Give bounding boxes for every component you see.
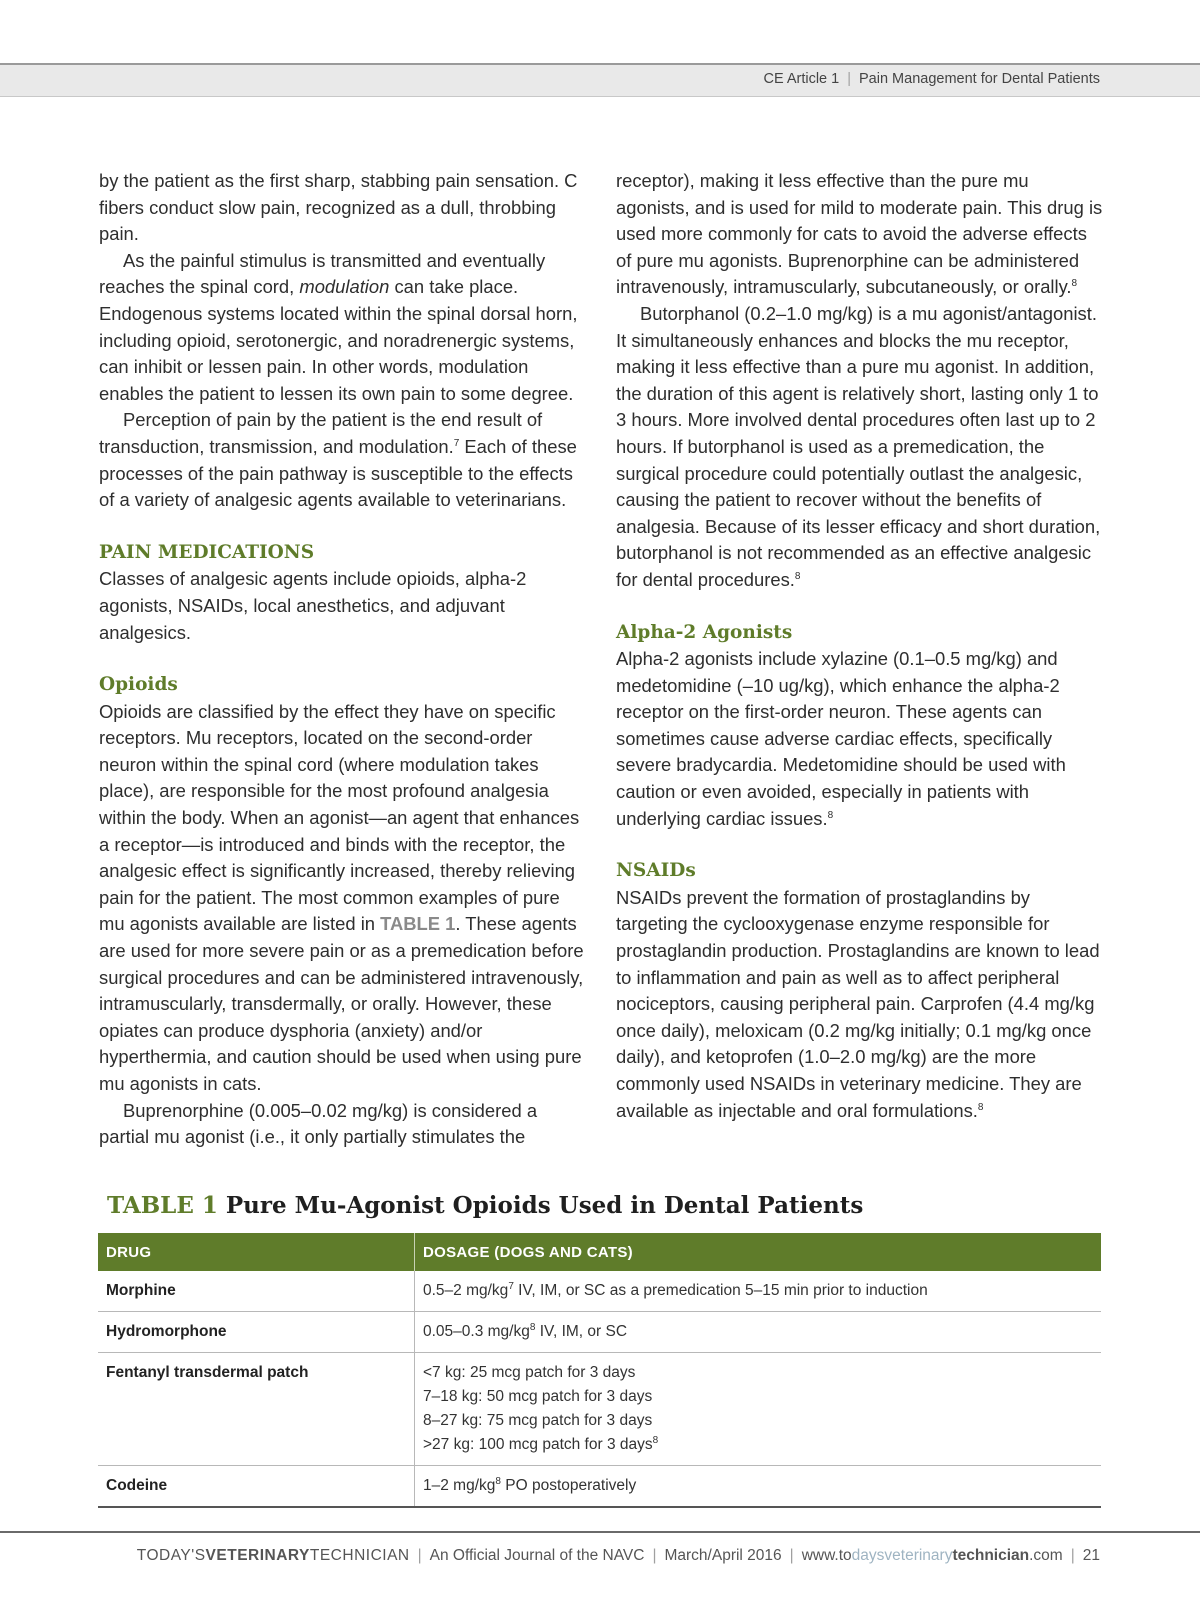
- left-column: [99, 168, 585, 1151]
- paragraph: receptor), making it less effective than the pure mu agonists, and is used for mild to moderate pain. This drug is used more commonly for cats to avoid the adverse effects of pure mu agonists. Buprenorphine can be administered intravenously, intramuscularly, subcutaneously, or orally.$^8$: [616, 170, 1103, 298]
- subsection-heading-alpha-2-agonists: Alpha-2 Agonists: [616, 621, 793, 643]
- drug-cell: Morphine: [98, 1271, 415, 1312]
- drug-cell: Fentanyl transdermal patch: [98, 1353, 415, 1466]
- table-row: [98, 1312, 1101, 1353]
- article-label: CE Article 1: [763, 71, 840, 87]
- paragraph: As the painful stimulus is transmitted and eventually reaches the spinal cord, modulation can take place. Endogenous systems located within the spinal dorsal horn, including opioid, serotonergic, and noradrenergic systems, can inhibit or lessen pain. In other words, modulation enables the patient to lessen its own pain to some degree.: [99, 249, 578, 404]
- table-caption: Pure Mu-Agonist Opioids Used in Dental Patients: [225, 1192, 864, 1219]
- paragraph: Opioids are classified by the effect they have on specific receptors. Mu receptors, located on the second-order neuron within the spinal cord (where modulation takes place), are responsible for the most profound analgesia within the body. When an agonist—an agent that enhances a receptor—is introduced and binds with the receptor, the analgesic effect is significantly increased, thereby relieving pain for the patient. The most common examples of pure mu agonists available are listed in TABLE 1. These agents are used for more severe pain or as a premedication before surgical procedures and can be administered intravenously, intramuscularly, transdermally, or orally. However, these opiates can produce dysphoria (anxiety) and/or hyperthermia, and caution should be used when using pure mu agonists in cats.: [99, 700, 584, 1094]
- website-link[interactable]: www.todaysveterinarytechnician.com: [801, 1547, 1063, 1564]
- column-header-dosage: DOSAGE (DOGS AND CATS): [415, 1233, 1102, 1271]
- running-header-text: [763, 71, 1100, 87]
- table-row: [98, 1271, 1101, 1312]
- paragraph: Buprenorphine (0.005–0.02 mg/kg) is considered a partial mu agonist (i.e., it only partially stimulates the: [99, 1099, 538, 1148]
- page-footer: [0, 1531, 1200, 1593]
- paragraph: NSAIDs prevent the formation of prostaglandins by targeting the cyclooxygenase enzyme responsible for prostaglandin production. Prostaglandins are known to lead to inflammation and pain as well as to affect peripheral nociceptors, causing peripheral pain. Carprofen (4.4 mg/kg once daily), meloxicam (0.2 mg/kg initially; 0.1 mg/kg once daily), and ketoprofen (1.0–2.0 mg/kg) are the more commonly used NSAIDs in veterinary medicine. They are available as injectable and oral formulations.$^8$: [616, 886, 1100, 1121]
- right-column: [616, 168, 1104, 1124]
- article-title: Pain Management for Dental Patients: [859, 71, 1100, 87]
- paragraph: Perception of pain by the patient is the end result of transduction, transmission, and modulation.$^7$ Each of these processes of the pain pathway is susceptible to the effects of a variety of analgesic agents available to veterinarians.: [99, 409, 577, 511]
- paragraph: Classes of analgesic agents include opioids, alpha-2 agonists, NSAIDs, local anesthetics, and adjuvant analgesics.: [99, 568, 527, 643]
- table-reference-link[interactable]: TABLE 1: [380, 913, 456, 935]
- dosage-cell: 0.5–2 $mg/kg^7$ IV, IM, or SC as a premedication 5–15 min prior to induction: [415, 1271, 1102, 1312]
- footer-separator: |: [652, 1547, 657, 1564]
- subsection-heading-opioids: Opioids: [99, 674, 178, 696]
- footer-separator: |: [1070, 1547, 1075, 1564]
- header-separator: |: [847, 71, 851, 87]
- table-title: [107, 1192, 863, 1219]
- journal-tagline: An Official Journal of the NAVC: [429, 1547, 645, 1564]
- page-number: 21: [1082, 1547, 1100, 1564]
- paragraph: Butorphanol (0.2–1.0 mg/kg) is a mu agonist/antagonist. It simultaneously enhances and blocks the mu receptor, making it less effective than a pure mu agonist. In addition, the duration of this agent is relatively short, lasting only 1 to 3 hours. More involved dental procedures often last up to 2 hours. If butorphanol is used as a premedication, the surgical procedure could potentially outlast the analgesic, causing the patient to recover without the benefits of analgesia. Because of its lesser efficacy and short duration, butorphanol is not recommended as an effective analgesic for dental procedures.$^8$: [616, 302, 1101, 590]
- opioid-table: [98, 1233, 1101, 1508]
- running-header: [0, 63, 1200, 97]
- section-heading-pain-medications: PAIN MEDICATIONS: [99, 541, 315, 563]
- paragraph: Alpha-2 agonists include xylazine (0.1–0.5 mg/kg) and medetomidine (–10 ug/kg), which enhance the alpha-2 receptor on the first-order neuron. These agents can sometimes cause adverse cardiac effects, specifically severe bradycardia. Medetomidine should be used with caution or even avoided, especially in patients with underlying cardiac issues.$^8$: [616, 648, 1066, 829]
- subsection-heading-nsaids: NSAIDs: [616, 860, 696, 882]
- table-row: [98, 1353, 1101, 1466]
- table-header-row: [98, 1233, 1101, 1271]
- footer-text: [137, 1547, 1100, 1565]
- table-row: [98, 1466, 1101, 1508]
- footer-separator: |: [789, 1547, 794, 1564]
- dosage-cell: 1–2 $mg/kg^8$ PO postoperatively: [415, 1466, 1102, 1508]
- drug-cell: Hydromorphone: [98, 1312, 415, 1353]
- dosage-cell: <7 kg: 25 mcg patch for 3 days 7–18 kg: 50 mcg patch for 3 days 8–27 kg: 75 mcg patch for 3 days >27 kg: 100 mcg patch for 3 days$^8$: [415, 1353, 1102, 1466]
- footer-separator: |: [417, 1547, 422, 1564]
- column-header-drug: DRUG: [98, 1233, 415, 1271]
- dosage-cell: 0.05–0.3 $mg/kg^8$ IV, IM, or SC: [415, 1312, 1102, 1353]
- drug-cell: Codeine: [98, 1466, 415, 1508]
- paragraph: by the patient as the first sharp, stabbing pain sensation. C fibers conduct slow pain, recognized as a dull, throbbing pain.: [99, 170, 578, 245]
- journal-logo: TODAY'SVETERINARYTECHNICIAN: [136, 1547, 410, 1564]
- table-number: TABLE 1: [107, 1192, 218, 1219]
- issue-date: March/April 2016: [664, 1547, 782, 1564]
